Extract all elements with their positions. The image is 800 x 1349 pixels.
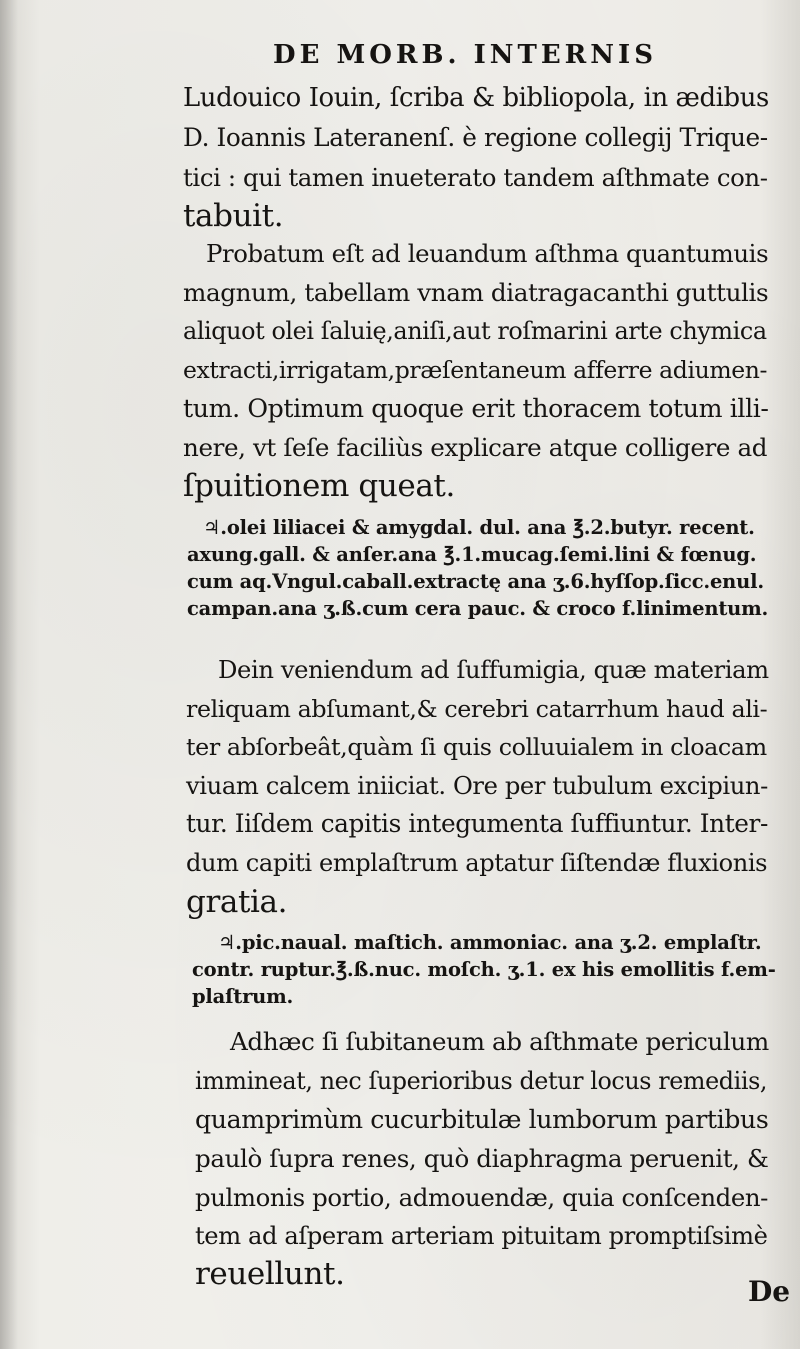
text-line: viuam calcem iniiciat. Ore per tubulum excipiun- [186,772,768,800]
text-line: ter abſorbeât,quàm ſi quis colluuialem in cloacam [186,733,767,761]
text-line: Dein veniendum ad ſuffumigia, quæ materiam [218,655,769,684]
recipe-line: axung.gall. & anſer.ana ℥.1.mucag.ſemi.lini & fœnug. [187,543,757,566]
text-line: Ludouico Iouin, ſcriba & bibliopola, in ædibus [183,83,769,113]
running-head: DE MORB. INTERNIS [273,40,657,70]
text-line: immineat, nec ſuperioribus detur locus remediis, [195,1067,768,1095]
text-line: tum. Optimum quoque erit thoracem totum illi- [183,394,769,423]
recipe-line: ♃.pic.naual. maſtich. ammoniac. ana ʒ.2. emplaſtr. [218,931,762,954]
recipe-line: ♃.olei liliacei & amygdal. dul. ana ℥.2.butyr. recent. [203,516,755,539]
recipe-line: campan.ana ʒ.ß.cum cera pauc. & croco f.linimentum. [187,597,769,620]
text-line: tur. Iiſdem capitis integumenta ſuffiuntur. Inter- [186,809,768,838]
text-line: ſpuitionem queat. [183,468,455,504]
text-line: extracti,irrigatam,præſentaneum afferre adiumen- [183,356,768,384]
text-line: tici : qui tamen inueterato tandem aſthmate con- [183,163,768,192]
text-line: quamprimùm cucurbitulæ lumborum partibus [195,1105,769,1134]
text-line: magnum, tabellam vnam diatragacanthi guttulis [183,278,769,307]
text-line: D. Ioannis Lateranenſ. è regione collegij Trique- [183,123,768,152]
gutter-shadow [0,0,18,1349]
text-line: reliquam abſumant,& cerebri catarrhum haud ali- [186,695,768,723]
text-line: dum capiti emplaſtrum aptatur ſiſtendæ fluxionis [186,849,768,877]
text-line: gratia. [186,884,288,920]
catchword: De [748,1275,791,1308]
recipe-line: plaſtrum. [192,985,294,1008]
text-line: Probatum eſt ad leuandum aſthma quantumuis [206,239,769,268]
recipe-line: contr. ruptur.℥.ß.nuc. moſch. ʒ.1. ex his emollitis f.em- [192,958,776,981]
recipe-line: cum aq.Vngul.caball.extractę ana ʒ.6.hyſſop.ſicc.enul. [187,570,764,593]
text-line: nere, vt ſeſe faciliùs explicare atque colligere ad [183,433,768,462]
text-line: tem ad aſperam arteriam pituitam promptiſsimè [195,1222,768,1250]
text-line: reuellunt. [195,1256,345,1292]
text-line: aliquot olei ſaluię,aniſi,aut roſmarini arte chymica [183,317,767,345]
text-line: tabuit. [183,198,284,234]
text-line: paulò ſupra renes, quò diaphragma peruenit, & [195,1144,769,1173]
text-line: Adhæc ſi ſubitaneum ab aſthmate periculum [230,1027,769,1056]
text-line: pulmonis portio, admouendæ, quia conſcenden- [195,1183,769,1212]
